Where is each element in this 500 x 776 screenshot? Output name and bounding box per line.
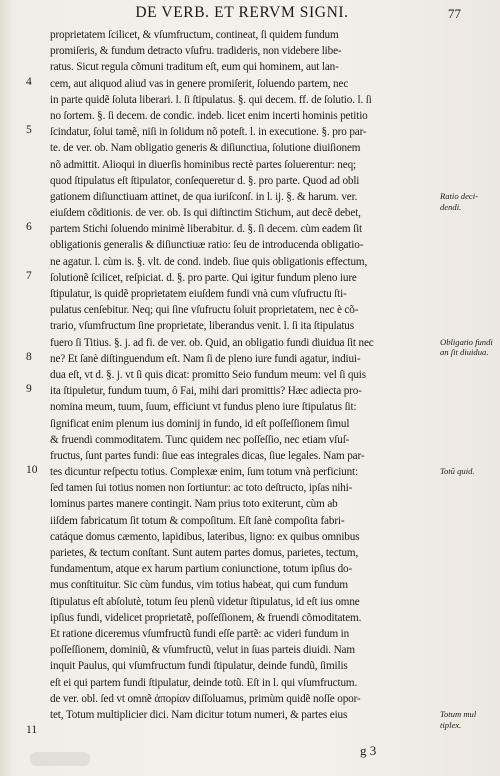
- text-line: quod ſtipulatus eſt ſtipulator, conſequeretur d. §. pro parte. Quod ad obli: [50, 174, 360, 187]
- text-line: gationem diſiunctiuam attinet, de qua iuriſconſ. in l. ij. §. & harum. ver.: [50, 190, 358, 203]
- marginal-note: Totum mul tiplex.: [440, 709, 477, 730]
- text-line: catáque domus cæmento, lapidibus, lateribus, ligno: ex quibus omnibus: [50, 530, 360, 543]
- text-line: & fruendi commoditatem. Tunc quidem nec poſſeſſio, nec etiam vſuſ-: [50, 433, 350, 446]
- text-line: iiſdem fabricatum ſit totum & compoſitum. Eſt ſanè compoſita fabri-: [50, 514, 345, 527]
- text-line: parietes, & tectum conſtant. Sunt autem partes domus, parietes, tectum,: [50, 547, 359, 559]
- page-number: 77: [448, 6, 461, 21]
- text-line: te. de ver. ob. Nam obligatio generis & diſiunctiua, ſolutione diuiſionem: [50, 142, 361, 155]
- section-number: 4: [26, 75, 32, 88]
- text-line: mus conſtituitur. Sic cùm fundus, vim totius habeat, qui cum fundum: [50, 579, 348, 592]
- text-column: [50, 27, 424, 723]
- text-line: ſed tamen ſui totius nomen non ſortiuntur: ac toto deſtructo, ipſas nihi-: [50, 482, 353, 495]
- text-line: eſt ei qui partem fundi ſtipulatur, deinde totũ. Eſt in l. qui vſumfructum.: [50, 676, 358, 689]
- section-number: 10: [26, 464, 38, 477]
- section-number: 9: [26, 383, 32, 396]
- text-line: ne agatur. l. cùm is. §. vlt. de cond. indeb. ſiue quis obligationis effectum,: [50, 255, 368, 268]
- text-line: in parte quidẽ ſoluta liberari. l. ſi ſtipulatus. §. qui decem. ff. de ſolutio. l. ſi: [50, 93, 372, 106]
- text-line: ita ſtipuletur, fundum tuum, ô Fai, mihi dari promittis? Hæc adiecta pro-: [50, 385, 362, 398]
- text-line: ratus. Sicut regula cõmuni traditum eſt, eum qui hominem, aut lan-: [50, 61, 339, 74]
- text-line: eiuſdem cõditionis. de ver. ob. Is qui diſtinctim Stichum, aut decẽ debet,: [50, 207, 361, 220]
- text-line: ipſius fundi, videlicet proprietatẽ, poſſeſſionem, & fruendi cõmoditatem.: [50, 611, 362, 624]
- text-line: trario, vſumfructum ſine proprietate, liberandus venit. l. ſi ita ſtipulatus: [50, 320, 354, 333]
- section-number: 6: [26, 221, 32, 234]
- text-line: Et ratione diceremus vſumfructũ fundi eſſe partẽ: ac videri fundum in: [50, 627, 350, 640]
- text-line: poſſeſſionem, dominiũ, & vſumfructũ, velut in ſuas parteis diuidi. Nam: [50, 644, 355, 657]
- text-line: proprietatem ſcilicet, & vſumfructum, contineat, ſi quidem fundum: [50, 29, 339, 41]
- text-line: tet, Totum multiplicier dici. Nam dicitur totum numeri, & partes eius: [50, 708, 348, 721]
- text-line: lominus partes manere contingit. Nam prius toto exiterunt, cùm ab: [50, 498, 338, 511]
- text-line: pulatus cenſebitur. Neq; qui ſine vſufructu ſoluit proprietatem, nec è cõ-: [50, 304, 359, 317]
- text-line: ſtipulatus eſt abſolutè, totum ſeu plenũ videtur ſtipulatus, id eſt ius omne: [50, 595, 360, 608]
- section-number: 8: [26, 351, 32, 363]
- text-line: cem, aut aliquod aliud vas in genere promiſerit, ſoluendo partem, nec: [50, 77, 349, 90]
- marginal-note: Ratio deci- dendi.: [440, 191, 478, 212]
- text-line: ne? Et ſanè diſtinguendum eſt. Nam ſi de pleno iure fundi agatur, indiui-: [50, 352, 361, 365]
- section-number: 11: [26, 723, 38, 736]
- section-number: 7: [26, 270, 32, 282]
- text-line: dua eſt, vt d. §. j. vt ſi quis dicat: promitto Seio fundum meum: vel ſi quis: [50, 368, 366, 381]
- text-line: ſtipulatur, is quidẽ proprietatem eiuſdem fundi vnà cum vſufructu ſti-: [50, 288, 347, 300]
- section-number: 5: [26, 124, 32, 137]
- text-line: fuero ſi Titius. §. j. ad fi. de ver. ob. Quid, an obligatio fundi diuidua ſit nec: [50, 336, 374, 349]
- text-line: fructus, ſunt partes fundi: ſiue eas integrales dicas, ſiue legales. Nam par-: [50, 449, 365, 462]
- text-line: inquit Paulus, qui vſumfructum fundi ſtipulatur, deinde fundũ, ſimilis: [50, 660, 348, 673]
- text-line: partem Stichi ſoluendo minimè liberabitur. d. §. ſi decem. cùm eadem ſit: [50, 223, 363, 236]
- running-title: DE VERB. ET RERVM SIGNI.: [135, 4, 349, 21]
- text-line: ſignificat enim plenum ius dominij in fundo, id eſt poſſeſſionem ſimul: [50, 417, 350, 430]
- ink-smudge: [30, 752, 90, 766]
- text-line: tes dicuntur reſpectu totius. Complexæ enim, ſum totum vnà perficiunt:: [50, 466, 358, 479]
- marginal-note: Obligatio fundi an ſit diuidua.: [440, 336, 493, 358]
- text-line: nõ admittit. Alioqui in diuerſis hominibus rectè partes ſoluerentur: neq;: [50, 158, 356, 171]
- text-line: de ver. obl. ſed vt omnẽ ἀπορίαν diſſoluamus, primùm quidẽ noſſe opor-: [50, 692, 361, 705]
- text-line: obligationis generalis & diſiunctiuæ ratio: ſeu de introducenda obligatio-: [50, 239, 364, 252]
- text-line: ſcindatur, ſolui tamẽ, niſi in ſolidum nõ poteſt. l. in executione. §. pro par-: [50, 126, 367, 139]
- signature-mark: g 3: [360, 743, 377, 758]
- text-line: fundamentum, atque ex harum partium coniunctione, totum ipſius do-: [50, 563, 353, 576]
- text-line: no ſortem. §. ſi decem. de condic. indeb. licet enim incerti hominis petitio: [50, 109, 368, 122]
- text-line: ſolutionẽ ſcilicet, reſpiciat. d. §. pro parte. Qui igitur fundum pleno iure: [50, 271, 357, 284]
- marginal-note: Totũ quid.: [440, 466, 475, 477]
- text-line: promiſeris, & fundum detracto vſufru. tradideris, non videbere libe-: [50, 45, 342, 58]
- text-line: nomina meum, tuum, ſuum, efficiunt vt fundus pleno iure ſtipulatus ſit:: [50, 401, 357, 414]
